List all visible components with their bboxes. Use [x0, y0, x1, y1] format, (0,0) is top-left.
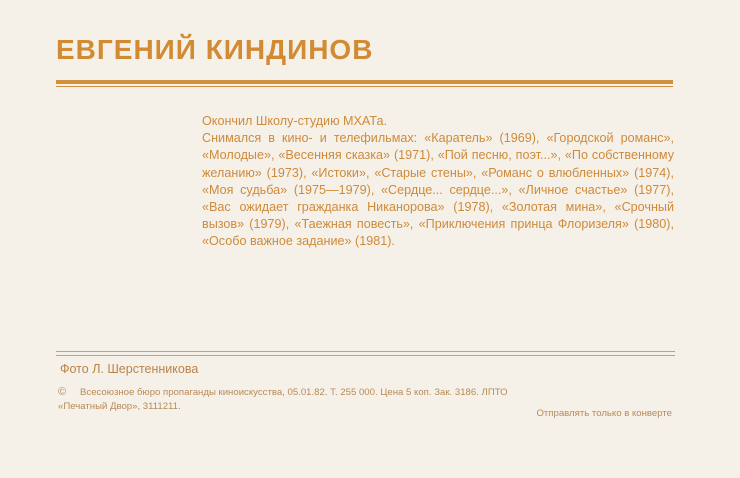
biography [202, 113, 674, 251]
filmography-text: Снимался в кино- и телефильмах: «Каратель» (1969), «Городской романс», «Молодые», «Весенняя сказка» (1971), «Пой песню, поэт...», «По собственному желанию» (1973), «Истоки», «Старые стены», «Романс о влюбленных» (1974), «Моя судьба» (1975—1979), «Сердце... сердце...», «Личное счастье» (1977), «Вас ожидает гражданка Никанорова» (1978), «Золотая мина», «Срочный вызов» (1979), «Таежная повесть», «Приключения принца Флоризеля» (1980), «Особо важное задание» (1981). [202, 131, 674, 249]
envelope-note: Отправлять только в конверте [536, 408, 672, 419]
photo-credit: Фото Л. Шерстенникова [60, 362, 199, 376]
copyright-symbol: © [58, 386, 67, 398]
footer-divider-line-2 [56, 355, 675, 356]
actor-name: ЕВГЕНИЙ КИНДИНОВ [56, 34, 374, 65]
header-divider-thick [56, 80, 673, 84]
footer-divider-line-1 [56, 351, 675, 352]
imprint-line-2: «Печатный Двор», 3111211. [58, 401, 181, 412]
footer-divider [56, 351, 675, 357]
imprint-line-1 [58, 385, 678, 400]
education-text: Окончил Школу-студию МХАТа. [202, 114, 387, 128]
header-divider-thin [56, 86, 673, 87]
imprint-line-1-text: Всесоюзное бюро пропаганды киноискусства, 05.01.82. Т. 255 000. Цена 5 коп. Зак. 3186. ЛПТО [80, 387, 508, 398]
header-divider [56, 80, 673, 88]
